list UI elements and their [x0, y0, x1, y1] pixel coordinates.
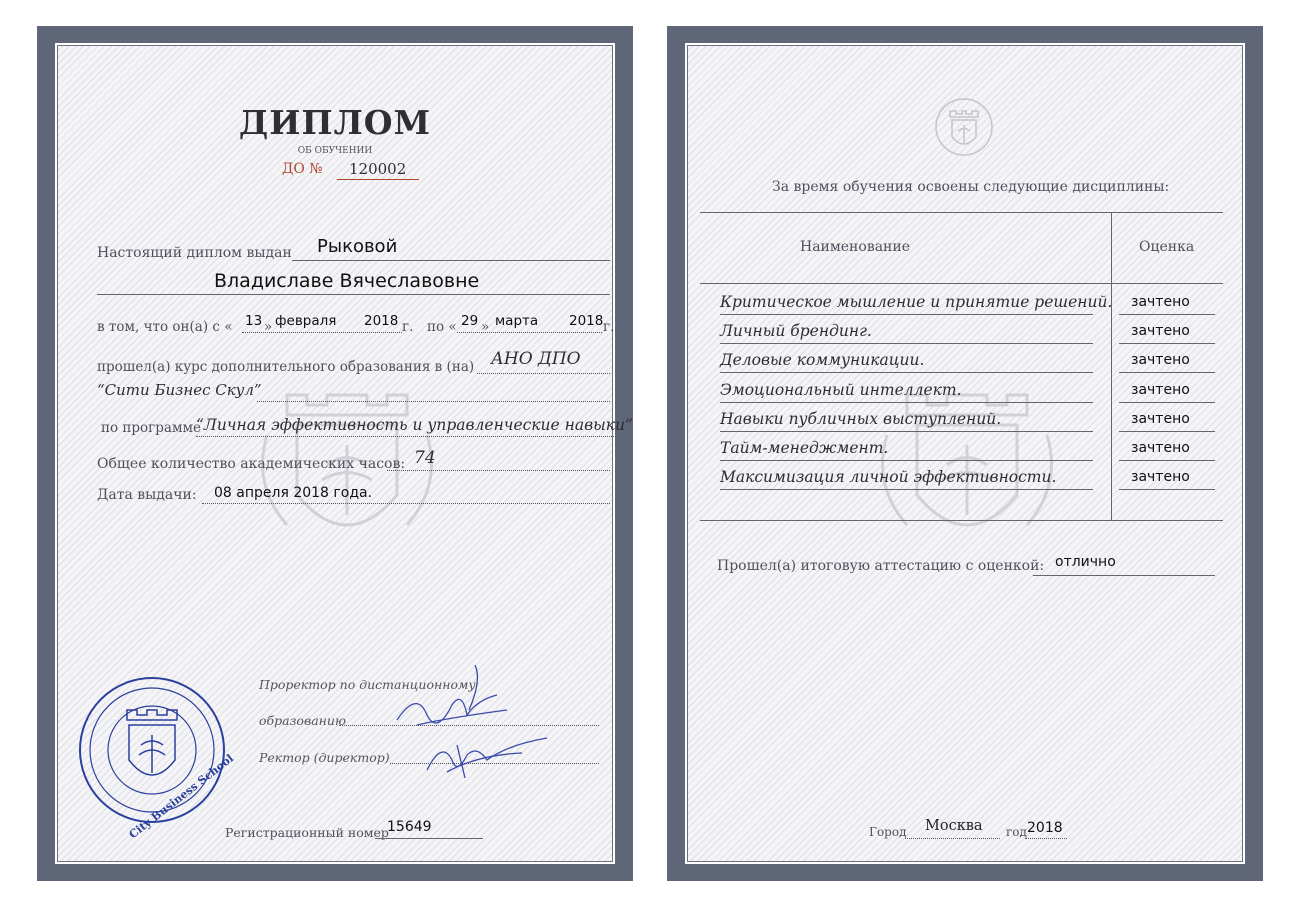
disciplines-intro: За время обучения освоены следующие дисциплины:	[772, 179, 1170, 195]
diploma-number-line	[337, 179, 419, 180]
discipline-name: Критическое мышление и принятие решений.	[720, 293, 1113, 311]
signature1-label-b: образованию	[259, 713, 346, 728]
discipline-grade-line	[1119, 372, 1215, 373]
period-to-month: марта	[495, 313, 539, 329]
registration-line	[375, 838, 483, 839]
signature-scribbles-icon	[357, 660, 557, 785]
city-line	[905, 838, 1000, 839]
signature1-label-a: Проректор по дистанционному	[259, 677, 476, 692]
discipline-name: Тайм-менеджмент.	[720, 439, 889, 457]
period-to-year: 2018	[569, 313, 604, 329]
discipline-grade-line	[1119, 460, 1215, 461]
period-to-day: 29	[461, 313, 479, 329]
period-to-prefix: по «	[427, 319, 457, 335]
year-label: год	[1006, 825, 1027, 839]
top-emblem-icon	[932, 95, 996, 159]
back-page-frame	[685, 43, 1245, 864]
discipline-name-line	[720, 314, 1093, 315]
recipient-name: Владиславе Вячеславовне	[214, 270, 480, 292]
discipline-name-line	[720, 431, 1093, 432]
discipline-grade: зачтено	[1131, 323, 1190, 340]
discipline-grade: зачтено	[1131, 352, 1190, 369]
period-from-month: февраля	[275, 313, 337, 329]
period-to-quote: »	[481, 319, 490, 335]
discipline-grade: зачтено	[1131, 381, 1190, 398]
issue-date: 08 апреля 2018 года.	[214, 485, 373, 501]
period-from-year: 2018	[364, 313, 399, 329]
program-name: “Личная эффективность и управленческие навыки”	[196, 416, 633, 434]
name-line	[97, 294, 610, 295]
discipline-name-line	[720, 372, 1093, 373]
table-header-border	[700, 283, 1223, 284]
final-grade: отлично	[1055, 554, 1116, 570]
discipline-grade-line	[1119, 402, 1215, 403]
city-label: Город	[869, 825, 907, 839]
discipline-grade: зачтено	[1131, 440, 1190, 456]
signature2-label: Ректор (директор)	[259, 750, 390, 765]
issued-label: Настоящий диплом выдан	[97, 245, 292, 261]
period-to-line	[457, 332, 602, 333]
period-g2: г.	[603, 319, 615, 335]
column-header-grade: Оценка	[1139, 239, 1195, 255]
year-value: 2018	[1027, 820, 1063, 836]
table-top-border	[700, 212, 1223, 213]
diploma-number: 120002	[349, 160, 407, 178]
course-org-line2: “Сити Бизнес Скул”	[97, 381, 262, 399]
discipline-grade-line	[1119, 314, 1215, 315]
course-label: прошел(а) курс дополнительного образования в (на)	[97, 359, 475, 375]
course-org-line1: АНО ДПО	[491, 349, 581, 369]
diploma-title: ДИПЛОМ	[238, 103, 432, 142]
registration-label: Регистрационный номер	[225, 825, 389, 840]
discipline-grade: зачтено	[1131, 469, 1190, 486]
column-header-name: Наименование	[800, 239, 910, 255]
hours-line	[387, 470, 610, 471]
discipline-name: Максимизация личной эффективности.	[720, 468, 1057, 487]
discipline-grade-line	[1119, 343, 1215, 344]
hours-label: Общее количество академических часов:	[97, 456, 406, 472]
program-label: по программе	[101, 420, 201, 436]
period-from-day: 13	[245, 313, 263, 329]
registration-number: 15649	[387, 819, 432, 835]
recipient-surname: Рыковой	[317, 236, 398, 257]
period-prefix: в том, что он(а) с «	[97, 319, 233, 335]
discipline-name-line	[720, 402, 1093, 403]
final-assessment-label: Прошел(а) итоговую аттестацию с оценкой:	[717, 558, 1045, 574]
discipline-grade: зачтено	[1131, 294, 1190, 310]
discipline-name-line	[720, 489, 1093, 490]
table-bottom-border	[700, 520, 1223, 521]
final-grade-line	[1033, 575, 1215, 576]
hours-value: 74	[414, 448, 436, 468]
city-value: Москва	[925, 818, 983, 834]
diploma-back-page	[667, 26, 1263, 881]
discipline-grade-line	[1119, 431, 1215, 432]
discipline-grade: зачтено	[1131, 410, 1190, 427]
course-org-line2-dots	[257, 401, 610, 402]
discipline-name-line	[720, 460, 1093, 461]
surname-line	[292, 260, 610, 261]
period-from-quote: »	[264, 319, 273, 335]
diploma-subtitle: ОБ ОБУЧЕНИИ	[297, 146, 373, 156]
issue-date-line	[202, 503, 610, 504]
program-line	[196, 436, 616, 437]
seal-text: City Business School	[126, 751, 236, 842]
discipline-grade-line	[1119, 489, 1215, 490]
issue-date-label: Дата выдачи:	[97, 487, 197, 503]
discipline-name: Деловые коммуникации.	[720, 351, 925, 370]
discipline-name: Личный брендинг.	[720, 322, 872, 341]
discipline-name: Эмоциональный интеллект.	[720, 380, 962, 399]
discipline-name-line	[720, 343, 1093, 344]
table-column-divider	[1111, 212, 1112, 520]
period-from-line	[242, 332, 402, 333]
year-line	[1025, 838, 1067, 839]
diploma-number-label: ДО №	[282, 161, 323, 177]
front-page-frame	[55, 43, 633, 864]
period-g1: г.	[402, 319, 414, 335]
discipline-name: Навыки публичных выступлений.	[720, 409, 1002, 428]
course-org-line	[477, 373, 610, 374]
diploma-front-page	[37, 26, 633, 881]
